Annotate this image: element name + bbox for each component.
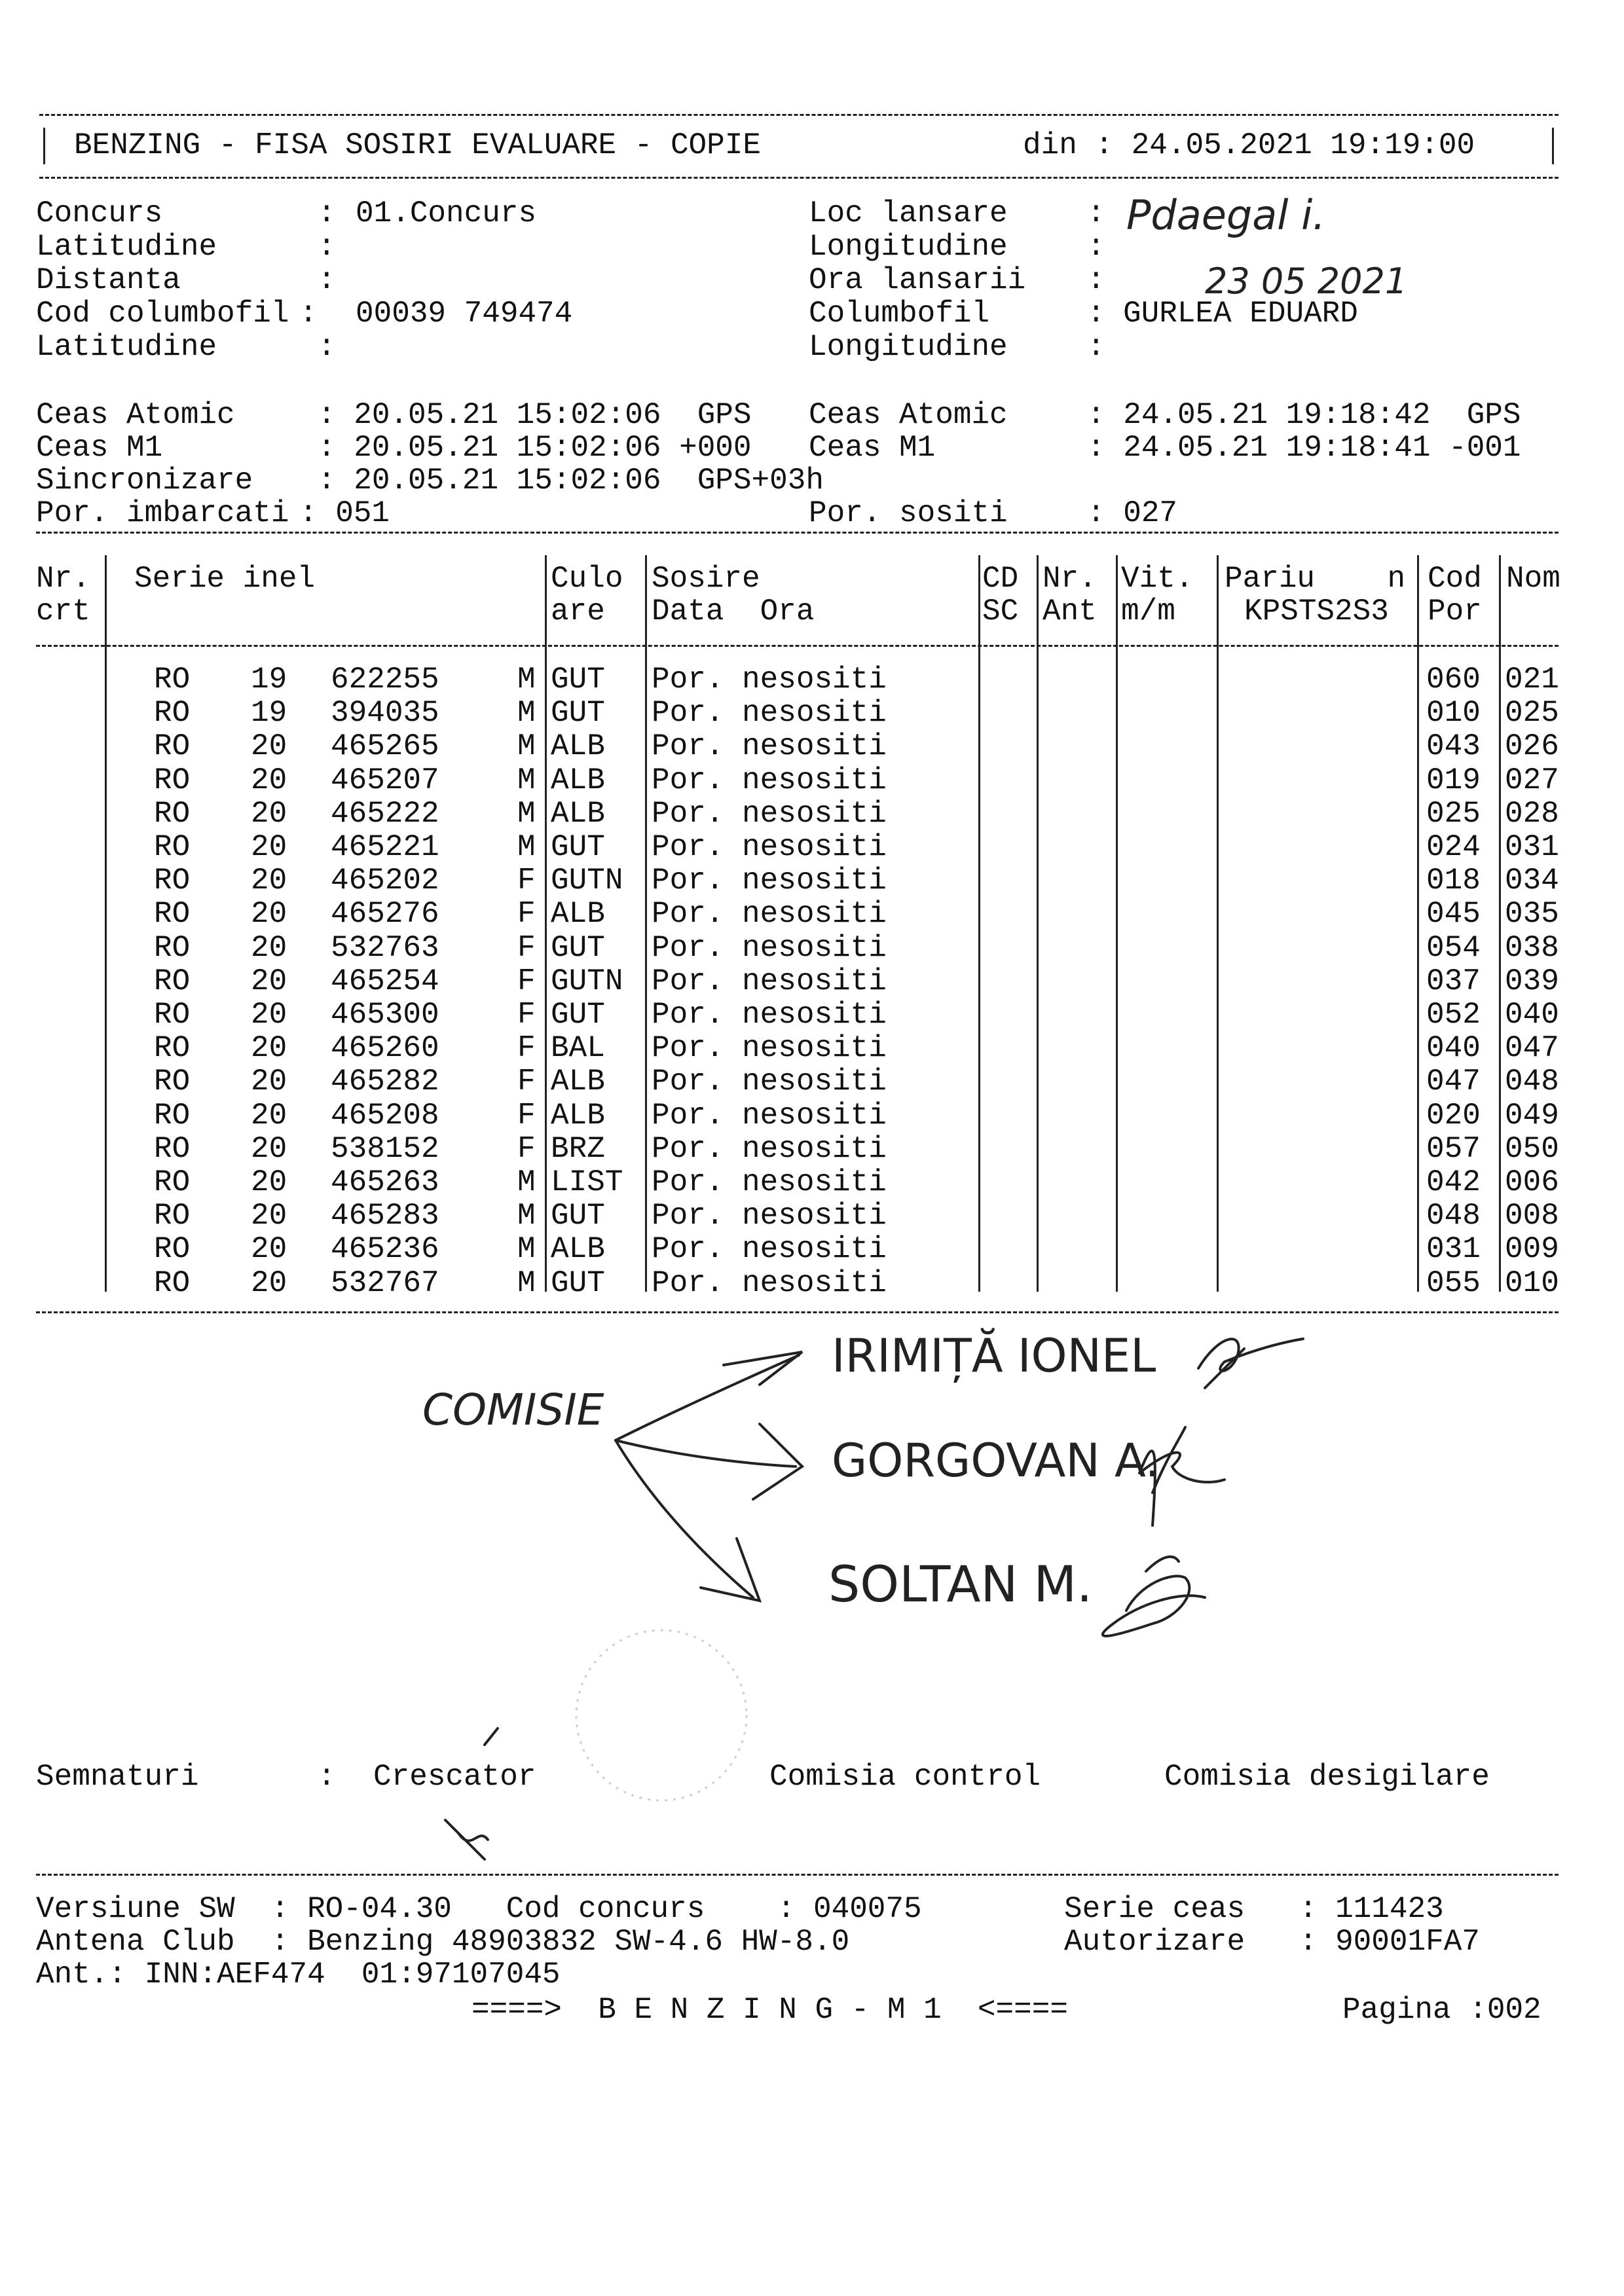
cell-ring: 465300 (331, 998, 439, 1032)
cell-color: GUT (551, 830, 605, 864)
cell-year: 20 (251, 830, 287, 864)
info-sep: : (1087, 196, 1105, 230)
clock-label: Por. sositi (809, 496, 1008, 530)
cell-nom: 034 (1505, 864, 1559, 898)
cell-sex: F (517, 897, 536, 932)
cell-ring: 465263 (331, 1165, 439, 1199)
cell-ring: 538152 (331, 1131, 439, 1166)
cell-year: 20 (251, 1165, 287, 1199)
signature-soltan (1103, 1557, 1205, 1636)
document-date: din : 24.05.2021 19:19:00 (1023, 128, 1475, 162)
cell-cod-por: 052 (1426, 998, 1481, 1032)
cell-status: Por. nesositi (652, 998, 887, 1032)
cell-ring: 465260 (331, 1031, 439, 1066)
cell-status: Por. nesositi (652, 1199, 887, 1233)
cell-ring: 532763 (331, 930, 439, 965)
cell-status: Por. nesositi (652, 1232, 887, 1267)
cell-year: 20 (251, 864, 287, 898)
col-pariu-header: Pariu n (1225, 562, 1406, 596)
cell-country: RO (154, 830, 191, 864)
cell-year: 20 (251, 897, 287, 932)
cell-country: RO (154, 1199, 191, 1233)
clock-value: : 24.05.21 19:18:41 -001 (1087, 431, 1521, 465)
cell-sex: M (517, 763, 536, 797)
cell-nom: 048 (1505, 1065, 1559, 1099)
signature-crescator-label: Crescator (373, 1760, 536, 1794)
footer-brand: ====> B E N Z I N G - M 1 <==== (471, 1993, 1068, 2027)
col-nr-header: Nr. (36, 562, 90, 596)
cell-year: 20 (251, 1232, 287, 1267)
cell-status: Por. nesositi (652, 964, 887, 998)
cell-year: 19 (251, 696, 287, 731)
col-vit-header-2: m/m (1121, 594, 1175, 629)
cell-nom: 031 (1505, 830, 1559, 864)
cell-cod-por: 010 (1426, 696, 1481, 731)
cell-year: 20 (251, 1199, 287, 1233)
col-vit-header: Vit. (1121, 562, 1194, 596)
clock-value: : 20.05.21 15:02:06 GPS (318, 398, 752, 432)
cell-cod-por: 018 (1426, 864, 1481, 898)
cell-sex: M (517, 696, 536, 731)
clock-label: Ceas M1 (36, 431, 163, 465)
cell-sex: F (517, 964, 536, 998)
cell-color: GUT (551, 998, 605, 1032)
col-cdsc-header: CD (982, 562, 1019, 596)
cell-sex: M (517, 1165, 536, 1199)
cell-sex: M (517, 663, 536, 697)
cell-color: GUTN (551, 964, 623, 998)
cell-status: Por. nesositi (652, 1131, 887, 1166)
col-culoare-header: Culo (551, 562, 623, 596)
signature-crescator (445, 1728, 498, 1859)
cell-ring: 465207 (331, 763, 439, 797)
cell-nom: 028 (1505, 796, 1559, 831)
cell-status: Por. nesositi (652, 763, 887, 797)
info-sep: : (299, 297, 318, 331)
cell-sex: F (517, 930, 536, 965)
info-label: Longitudine (809, 330, 1008, 364)
col-serie-header: Serie inel (134, 562, 316, 596)
cell-ring: 465276 (331, 897, 439, 932)
arrowhead-3 (701, 1539, 760, 1601)
footer-serie-ceas: Serie ceas : 111423 (1064, 1892, 1444, 1926)
cell-sex: F (517, 1031, 536, 1066)
cell-ring: 465265 (331, 729, 439, 764)
info-label: Latitudine (36, 330, 217, 364)
info-sep: : (1087, 230, 1105, 264)
signature-irimita (1198, 1339, 1303, 1388)
cell-status: Por. nesositi (652, 1266, 887, 1300)
cell-color: GUT (551, 663, 605, 697)
cell-color: ALB (551, 1232, 605, 1267)
cell-country: RO (154, 763, 191, 797)
cell-color: ALB (551, 1098, 605, 1133)
cell-country: RO (154, 964, 191, 998)
cell-sex: M (517, 796, 536, 831)
cell-ring: 465208 (331, 1098, 439, 1133)
info-value: GURLEA EDUARD (1123, 297, 1358, 331)
cell-nom: 006 (1505, 1165, 1559, 1199)
info-label: Longitudine (809, 230, 1008, 264)
cell-color: ALB (551, 1065, 605, 1099)
signature-comisia-control-label: Comisia control (769, 1760, 1041, 1794)
signature-comisia-desigilare-label: Comisia desigilare (1164, 1760, 1490, 1794)
cell-status: Por. nesositi (652, 1031, 887, 1066)
cell-nom: 038 (1505, 930, 1559, 965)
cell-color: ALB (551, 796, 605, 831)
info-label: Cod columbofil (36, 297, 289, 331)
cell-cod-por: 047 (1426, 1065, 1481, 1099)
cell-country: RO (154, 796, 191, 831)
cell-year: 20 (251, 998, 287, 1032)
cell-color: GUT (551, 1199, 605, 1233)
col-ant-header-2: Ant (1043, 594, 1097, 629)
cell-status: Por. nesositi (652, 897, 887, 932)
cell-year: 20 (251, 1065, 287, 1099)
cell-cod-por: 040 (1426, 1031, 1481, 1066)
info-sep: : (318, 263, 336, 297)
cell-nom: 040 (1505, 998, 1559, 1032)
cell-country: RO (154, 1165, 191, 1199)
col-nr-header-2: crt (36, 594, 90, 629)
arrow-to-member-1 (616, 1355, 799, 1440)
clock-label: Ceas M1 (809, 431, 936, 465)
info-sep: : (1087, 263, 1105, 297)
info-sep: : (318, 196, 336, 230)
cell-color: GUT (551, 930, 605, 965)
cell-color: ALB (551, 897, 605, 932)
clock-value: : 051 (299, 496, 390, 530)
info-sep: : (1087, 330, 1105, 364)
footer-pagina: Pagina :002 (1342, 1993, 1541, 2027)
col-cod-header-2: Por (1428, 594, 1482, 629)
cell-year: 20 (251, 763, 287, 797)
handwritten-member-1: IRIMIȚĂ IONEL (832, 1329, 1156, 1383)
cell-country: RO (154, 930, 191, 965)
cell-ring: 465282 (331, 1065, 439, 1099)
cell-cod-por: 055 (1426, 1266, 1481, 1300)
cell-color: BRZ (551, 1131, 605, 1166)
cell-status: Por. nesositi (652, 1065, 887, 1099)
cell-cod-por: 060 (1426, 663, 1481, 697)
cell-cod-por: 031 (1426, 1232, 1481, 1267)
col-pariu-header-2: KPSTS2S3 (1244, 594, 1389, 629)
arrow-to-member-2 (616, 1440, 796, 1467)
cell-nom: 008 (1505, 1199, 1559, 1233)
cell-country: RO (154, 1131, 191, 1166)
cell-year: 20 (251, 796, 287, 831)
cell-country: RO (154, 897, 191, 932)
cell-color: BAL (551, 1031, 605, 1066)
col-ant-header: Nr. (1043, 562, 1097, 596)
info-sep: : (318, 330, 336, 364)
cell-nom: 009 (1505, 1232, 1559, 1267)
cell-sex: F (517, 998, 536, 1032)
cell-year: 20 (251, 1098, 287, 1133)
cell-sex: F (517, 864, 536, 898)
cell-color: GUT (551, 1266, 605, 1300)
col-culoare-header-2: are (551, 594, 605, 629)
footer-ant: Ant.: INN:AEF474 01:97107045 (36, 1958, 561, 1992)
cell-country: RO (154, 998, 191, 1032)
cell-year: 19 (251, 663, 287, 697)
document-title: BENZING - FISA SOSIRI EVALUARE - COPIE (74, 128, 761, 162)
arrow-to-member-3 (616, 1440, 753, 1597)
clock-value: : 027 (1087, 496, 1178, 530)
info-label: Latitudine (36, 230, 217, 264)
footer-versiune: Versiune SW : RO-04.30 Cod concurs : 040075 (36, 1892, 922, 1926)
clock-value: : 20.05.21 15:02:06 +000 (318, 431, 752, 465)
handwritten-member-2: GORGOVAN A. (832, 1434, 1160, 1487)
cell-country: RO (154, 864, 191, 898)
cell-status: Por. nesositi (652, 729, 887, 764)
cell-status: Por. nesositi (652, 864, 887, 898)
cell-cod-por: 043 (1426, 729, 1481, 764)
cell-country: RO (154, 729, 191, 764)
cell-sex: F (517, 1065, 536, 1099)
cell-country: RO (154, 663, 191, 697)
handwritten-member-3: SOLTAN M. (828, 1555, 1093, 1613)
cell-year: 20 (251, 964, 287, 998)
stamp-impression (576, 1630, 747, 1800)
cell-nom: 027 (1505, 763, 1559, 797)
arrowhead-1 (724, 1352, 802, 1385)
cell-status: Por. nesositi (652, 696, 887, 731)
cell-sex: M (517, 729, 536, 764)
cell-ring: 465254 (331, 964, 439, 998)
cell-nom: 047 (1505, 1031, 1559, 1066)
footer-autorizare: Autorizare : 90001FA7 (1064, 1925, 1480, 1959)
cell-ring: 465222 (331, 796, 439, 831)
info-label: Ora lansarii (809, 263, 1026, 297)
cell-sex: M (517, 1199, 536, 1233)
clock-label: Ceas Atomic (809, 398, 1008, 432)
cell-ring: 622255 (331, 663, 439, 697)
cell-status: Por. nesositi (652, 930, 887, 965)
cell-sex: F (517, 1098, 536, 1133)
signature-gorgovan (1139, 1427, 1225, 1525)
cell-status: Por. nesositi (652, 830, 887, 864)
info-value: 01.Concurs (356, 196, 537, 230)
cell-ring: 532767 (331, 1266, 439, 1300)
cell-nom: 050 (1505, 1131, 1559, 1166)
cell-cod-por: 024 (1426, 830, 1481, 864)
cell-country: RO (154, 1098, 191, 1133)
cell-sex: M (517, 830, 536, 864)
info-label: Distanta (36, 263, 181, 297)
cell-color: GUT (551, 696, 605, 731)
cell-ring: 465221 (331, 830, 439, 864)
footer-antena: Antena Club : Benzing 48903832 SW-4.6 HW-8.0 (36, 1925, 850, 1959)
handwritten-loc-lansare: Pdaegal i. (1126, 191, 1326, 239)
cell-cod-por: 037 (1426, 964, 1481, 998)
clock-value: : 24.05.21 19:18:42 GPS (1087, 398, 1521, 432)
col-sosire-header-2: Data Ora (652, 594, 815, 629)
cell-ring: 465202 (331, 864, 439, 898)
cell-country: RO (154, 1031, 191, 1066)
cell-sex: M (517, 1266, 536, 1300)
info-sep: : (1087, 297, 1105, 331)
clock-label: Por. imbarcati (36, 496, 289, 530)
cell-year: 20 (251, 729, 287, 764)
cell-nom: 026 (1505, 729, 1559, 764)
cell-color: GUTN (551, 864, 623, 898)
cell-nom: 010 (1505, 1266, 1559, 1300)
col-cdsc-header-2: SC (982, 594, 1019, 629)
info-sep: : (318, 230, 336, 264)
cell-nom: 021 (1505, 663, 1559, 697)
cell-year: 20 (251, 930, 287, 965)
cell-cod-por: 042 (1426, 1165, 1481, 1199)
cell-cod-por: 025 (1426, 796, 1481, 831)
cell-color: LIST (551, 1165, 623, 1199)
col-cod-header: Cod (1428, 562, 1482, 596)
cell-cod-por: 020 (1426, 1098, 1481, 1133)
cell-sex: M (517, 1232, 536, 1267)
info-label: Concurs (36, 196, 163, 230)
signatures-sep: : (318, 1760, 336, 1794)
handwritten-ora-lansarii: 23 05 2021 (1205, 261, 1408, 302)
cell-status: Por. nesositi (652, 1098, 887, 1133)
cell-cod-por: 045 (1426, 897, 1481, 932)
cell-color: ALB (551, 763, 605, 797)
footer-rule (36, 1874, 1559, 1876)
clock-label: Sincronizare (36, 464, 253, 498)
cell-status: Por. nesositi (652, 663, 887, 697)
info-label: Loc lansare (809, 196, 1008, 230)
cell-year: 20 (251, 1131, 287, 1166)
cell-sex: F (517, 1131, 536, 1166)
cell-color: ALB (551, 729, 605, 764)
cell-status: Por. nesositi (652, 1165, 887, 1199)
cell-status: Por. nesositi (652, 796, 887, 831)
info-value: 00039 749474 (356, 297, 573, 331)
cell-cod-por: 019 (1426, 763, 1481, 797)
cell-country: RO (154, 1266, 191, 1300)
cell-cod-por: 054 (1426, 930, 1481, 965)
clock-value: : 20.05.21 15:02:06 GPS+03h (318, 464, 824, 498)
col-nom-header: Nom (1506, 562, 1560, 596)
cell-nom: 049 (1505, 1098, 1559, 1133)
cell-year: 20 (251, 1266, 287, 1300)
cell-country: RO (154, 696, 191, 731)
cell-cod-por: 057 (1426, 1131, 1481, 1166)
clock-label: Ceas Atomic (36, 398, 235, 432)
cell-ring: 394035 (331, 696, 439, 731)
signatures-label: Semnaturi (36, 1760, 199, 1794)
cell-cod-por: 048 (1426, 1199, 1481, 1233)
cell-country: RO (154, 1065, 191, 1099)
cell-ring: 465236 (331, 1232, 439, 1267)
cell-nom: 025 (1505, 696, 1559, 731)
cell-year: 20 (251, 1031, 287, 1066)
cell-nom: 035 (1505, 897, 1559, 932)
cell-ring: 465283 (331, 1199, 439, 1233)
info-label: Columbofil (809, 297, 990, 331)
cell-nom: 039 (1505, 964, 1559, 998)
cell-country: RO (154, 1232, 191, 1267)
handwritten-commission-label: COMISIE (422, 1385, 604, 1435)
arrowhead-2 (753, 1424, 802, 1499)
col-sosire-header: Sosire (652, 562, 760, 596)
